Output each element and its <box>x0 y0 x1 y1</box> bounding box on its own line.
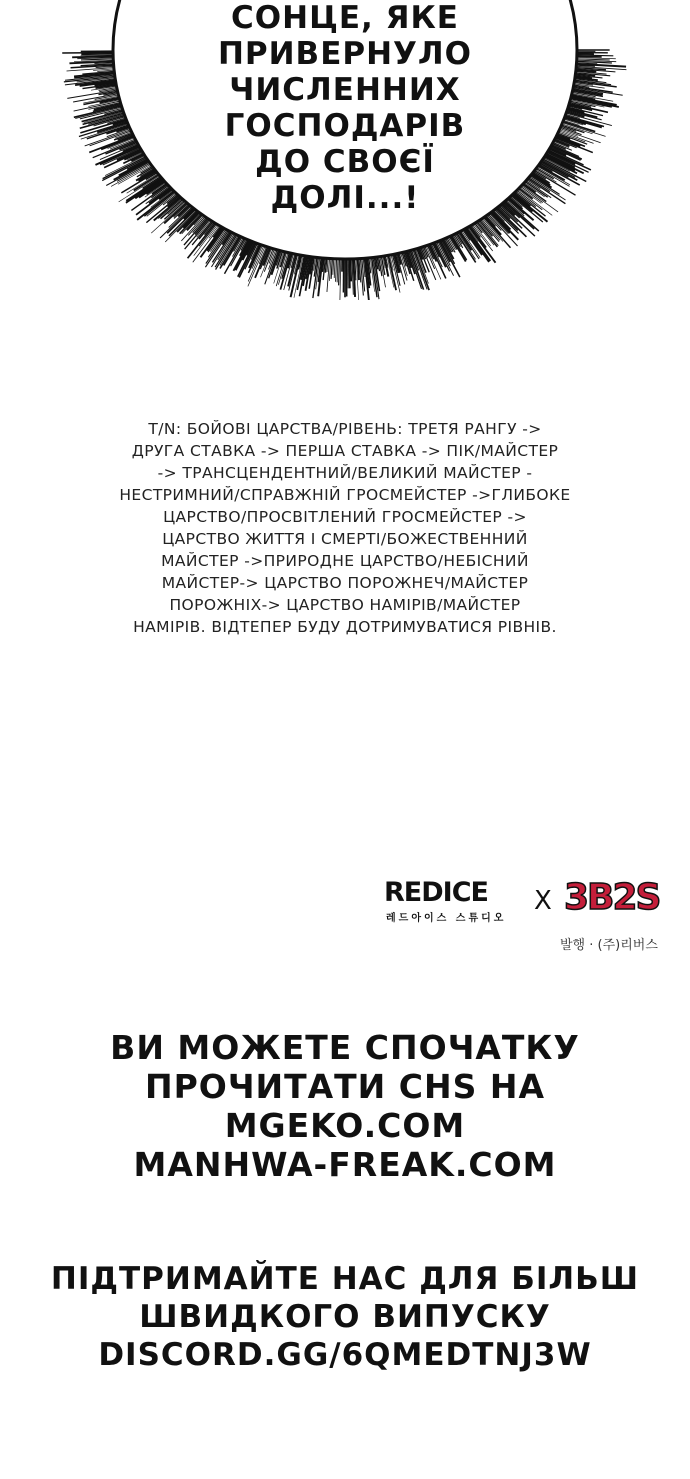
notice-link: MGEKO.COM <box>224 1106 466 1145</box>
speech-line: СОНЦЕ, ЯКЕ <box>231 0 459 36</box>
speech-line: ПРИВЕРНУЛО <box>217 36 473 72</box>
translator-note-line: T/N: БОЙОВІ ЦАРСТВА/РІВЕНЬ: ТРЕТЯ РАНГУ -> <box>148 420 542 438</box>
translator-note-line: ДРУГА СТАВКА -> ПЕРША СТАВКА -> ПІК/МАЙСТЕР <box>131 442 559 460</box>
partner-logo: 3B2S <box>564 877 660 918</box>
speech-line: ДОЛІ...! <box>270 180 420 216</box>
publisher-credit: 발행 · (주)리버스 <box>560 938 658 953</box>
notice-line: ШВИДКОГО ВИПУСКУ <box>139 1299 551 1335</box>
discord-link: DISCORD.GG/6QMEDTNJ3W <box>98 1337 592 1373</box>
notice-line: ПРОЧИТАТИ CHS НА <box>144 1067 546 1106</box>
speech-line: ГОСПОДАРІВ <box>224 108 466 144</box>
translator-note-line: ПОРОЖНІХ-> ЦАРСТВО НАМІРІВ/МАЙСТЕР <box>169 596 521 614</box>
translator-note <box>20 418 670 638</box>
redice-studio-logo: REDICE <box>384 877 488 908</box>
read-first-notice <box>20 1028 670 1184</box>
burst-spike <box>340 255 341 300</box>
burst-spike <box>62 52 117 53</box>
notice-link: MANHWA-FREAK.COM <box>133 1145 557 1184</box>
credits-logos <box>384 878 676 958</box>
notice-line: ВИ МОЖЕТЕ СПОЧАТКУ <box>110 1028 580 1067</box>
speech-bubble-text <box>150 0 540 216</box>
speech-line: ДО СВОЄЇ <box>255 144 435 180</box>
notice-line: ПІДТРИМАЙТЕ НАС ДЛЯ БІЛЬШ <box>50 1261 640 1297</box>
translator-note-line: НЕСТРИМНИЙ/СПРАВЖНІЙ ГРОСМЕЙСТЕР ->ГЛИБОКЕ <box>119 486 571 504</box>
collab-separator: X <box>534 886 552 916</box>
translator-note-line: ЦАРСТВО ЖИТТЯ І СМЕРТІ/БОЖЕСТВЕННИЙ <box>162 530 528 548</box>
translator-note-line: МАЙСТЕР ->ПРИРОДНЕ ЦАРСТВО/НЕБІСНИЙ <box>161 552 529 570</box>
translator-note-line: МАЙСТЕР-> ЦАРСТВО ПОРОЖНЕЧ/МАЙСТЕР <box>161 574 529 592</box>
translator-note-line: НАМІРІВ. ВІДТЕПЕР БУДУ ДОТРИМУВАТИСЯ РІВНІВ. <box>133 618 557 636</box>
speech-bubble <box>0 0 690 300</box>
speech-line: ЧИСЛЕННИХ <box>229 72 461 108</box>
translator-note-line: ЦАРСТВО/ПРОСВІТЛЕНИЙ ГРОСМЕЙСТЕР -> <box>163 508 527 526</box>
support-notice <box>20 1260 670 1374</box>
translator-note-line: -> ТРАНСЦЕНДЕНТНИЙ/ВЕЛИКИЙ МАЙСТЕР - <box>157 464 533 482</box>
redice-studio-subtitle: 레드아이스 스튜디오 <box>386 913 507 924</box>
burst-spike <box>72 56 117 57</box>
